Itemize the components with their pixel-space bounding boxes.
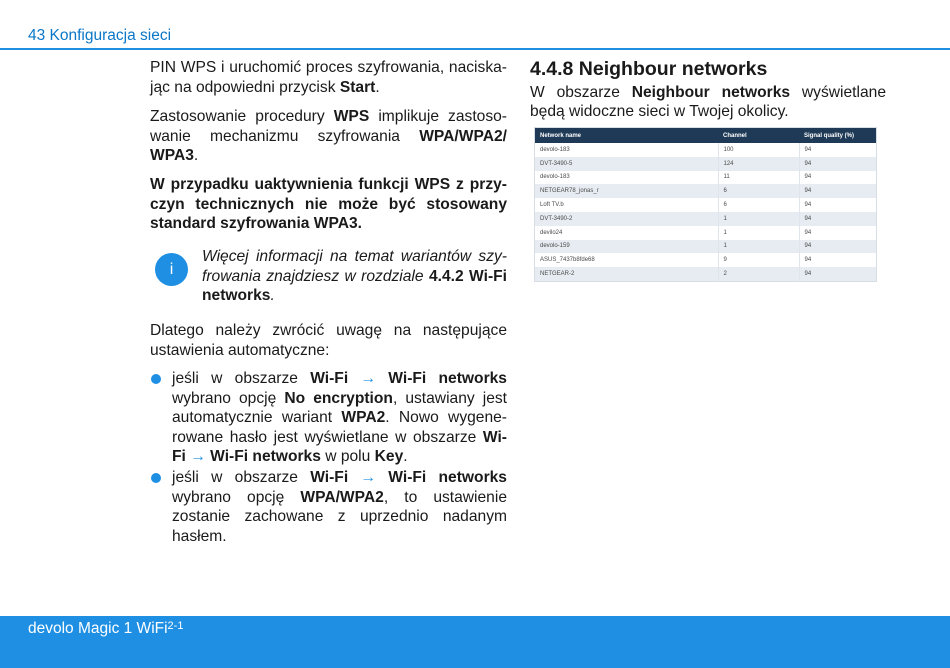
paragraph-wps-warning: W przypadku uaktywnienia funkcji WPS z przy- czyn technicznych nie może być stosowany standard szyfrowania WPA3. [150, 176, 507, 232]
list-item-text [172, 468, 507, 546]
table-cell: 6 [718, 198, 799, 212]
list-item [150, 369, 507, 467]
table-row [535, 226, 877, 240]
header-divider [0, 48, 950, 50]
table-cell: NETGEAR78_jonas_r [535, 184, 719, 198]
table-cell: 11 [718, 171, 799, 185]
table-row [535, 267, 877, 281]
info-icon: i [155, 253, 188, 286]
text: wyświetlane będą widoczne sieci w Twojej okolicy. [530, 84, 886, 120]
text: . [403, 448, 408, 465]
table-cell: 94 [799, 184, 877, 198]
start-term: Start [339, 78, 376, 96]
term: Wi-Fi networks [210, 448, 321, 465]
table-cell: 1 [718, 226, 799, 240]
chapter-reference: 4.4.2 Wi-Fi networks [202, 267, 508, 304]
table-cell: devilo24 [540, 229, 563, 236]
term: WPA/WPA2 [300, 488, 384, 506]
term: Wi-Fi [310, 370, 349, 387]
table-row [535, 171, 877, 185]
column-header: Channel [718, 128, 799, 144]
arrow-icon: → [185, 448, 211, 465]
wpa-term: WPA/WPA2/ WPA3 [150, 127, 507, 164]
table-cell: Loft TV.b [540, 202, 564, 209]
bullet-icon [151, 473, 161, 483]
table-cell: 94 [799, 267, 877, 281]
text: . [270, 287, 275, 304]
column-header: Network name [535, 128, 719, 144]
right-column [530, 58, 886, 137]
table-cell: DVT-3490-2 [535, 212, 719, 226]
page-header-title: 43 Konfiguracja sieci [28, 27, 172, 44]
table-cell: 94 [799, 171, 877, 185]
table-cell: devolo-183 [540, 174, 570, 181]
text: . [193, 147, 199, 164]
paragraph-wps-procedure [150, 107, 507, 166]
table-cell: 94 [799, 226, 877, 240]
text: jeśli w obszarze [172, 469, 311, 486]
table-cell: ASUS_7437b8fde68 [540, 257, 595, 264]
table-cell: devolo-159 [535, 240, 719, 254]
text: implikuje zastoso- wanie mechanizmu szyfrowania [150, 108, 507, 145]
text: , ustawiany jest automatycznie wariant [172, 389, 508, 426]
paragraph-automatic-settings: Dlatego należy zwrócić uwagę na następujące ustawienia automatyczne: [150, 322, 507, 359]
table-cell: 1 [718, 212, 799, 226]
column-header: Signal quality (%) [799, 128, 877, 144]
term: Wi-Fi networks [388, 370, 507, 387]
text: w polu [320, 448, 375, 465]
arrow-icon: → [348, 469, 389, 486]
wps-term: WPS [333, 108, 370, 125]
table-row [535, 184, 877, 198]
table-cell: 6 [718, 184, 799, 198]
table-cell: NETGEAR-2 [535, 267, 719, 281]
list-item-text [172, 369, 507, 467]
table-row [535, 240, 877, 254]
list-item [150, 468, 507, 546]
bullet-icon [151, 374, 161, 384]
term: Key [374, 448, 404, 465]
term: Wi-Fi [310, 469, 349, 486]
table-cell: 124 [718, 157, 799, 171]
footer-product-name [28, 617, 183, 638]
term: Neighbour networks [631, 84, 791, 101]
text: Więcej informacji na temat wariantów szy- frowania znajdziesz w rozdziale [202, 248, 507, 285]
text: wybrano opcję [172, 389, 285, 407]
table-row [535, 253, 877, 267]
text: . Nowo wygene- rowane hasło jest wyświetlane w obszarze [172, 409, 508, 446]
table-cell: 94 [799, 157, 877, 171]
text: , to ustawienie zostanie zachowane z uprzednio nadanym hasłem. [172, 488, 507, 545]
table-cell: 94 [799, 240, 877, 254]
product-name: devolo Magic 1 WiFi [28, 620, 168, 637]
table-cell: 94 [799, 198, 877, 212]
info-note [202, 247, 507, 306]
table-cell: DVT-3490-5 [535, 157, 719, 171]
term: Wi- Fi [172, 428, 507, 465]
page-header [0, 0, 950, 50]
table-row [535, 143, 877, 157]
text: wybrano opcję [172, 488, 301, 506]
table-cell: 94 [799, 212, 877, 226]
text: Zastosowanie procedury [150, 108, 334, 125]
arrow-icon: → [348, 370, 389, 387]
term: No encryption [284, 389, 393, 407]
text: jeśli w obszarze [172, 370, 311, 387]
table-cell: 94 [799, 253, 877, 267]
table-row [535, 157, 877, 171]
table-cell: 100 [718, 143, 799, 157]
section-text [530, 83, 886, 121]
section-title: 4.4.8 Neighbour networks [530, 58, 768, 80]
text: . [375, 78, 380, 96]
term: WPA2 [341, 409, 386, 426]
table-row [535, 198, 877, 212]
neighbour-networks-table [534, 127, 877, 282]
term: Wi-Fi networks [388, 469, 507, 486]
paragraph-wps-pin [150, 58, 507, 97]
text: PIN WPS i uruchomić proces szyfrowania, naciska- jąc na odpowiedni przycisk [150, 59, 507, 96]
table-cell: 1 [718, 240, 799, 254]
table-cell: devolo-183 [540, 146, 570, 153]
text: W obszarze [530, 84, 632, 101]
table-cell: 2 [718, 267, 799, 281]
table-header-row [535, 128, 877, 144]
table-cell: 9 [718, 253, 799, 267]
product-version: 2-1 [167, 620, 184, 632]
table-cell: 94 [799, 143, 877, 157]
table-row [535, 212, 877, 226]
